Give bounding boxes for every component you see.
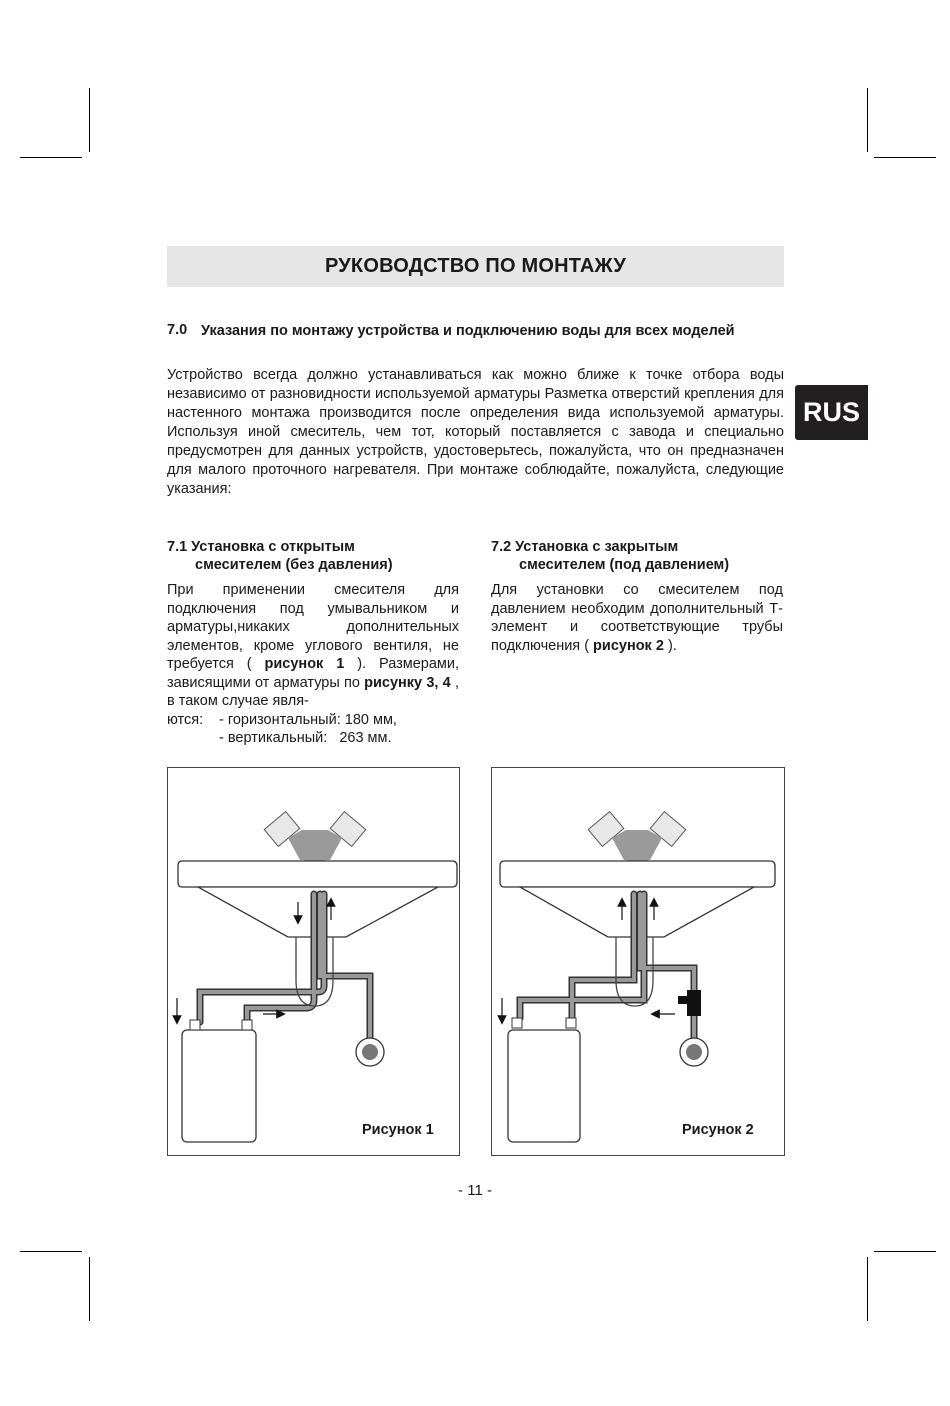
subsection-7-2-heading-line1: 7.2 Установка с закрытым	[491, 539, 679, 555]
crop-mark	[20, 157, 82, 158]
figure-2-caption: Рисунок 2	[682, 1122, 754, 1138]
page-title: РУКОВОДСТВО ПО МОНТАЖУ	[325, 255, 626, 277]
crop-mark	[20, 1251, 82, 1252]
sink-basin	[178, 861, 457, 887]
figure-2	[491, 767, 785, 1156]
crop-mark	[874, 1251, 936, 1252]
figure-reference: рисунок 1	[264, 656, 345, 672]
language-tab: RUS	[795, 385, 868, 440]
crop-mark	[89, 1257, 90, 1321]
page-title-bar	[167, 246, 784, 287]
text-part: При применении смесителя для подключения под умывальником и арматуры,никаких дополнительных элементов, кроме углового вентиля, не требуется (	[167, 582, 459, 672]
dimension-horizontal: - горизонтальный: 180 мм,	[219, 711, 397, 728]
crop-mark	[867, 1257, 868, 1321]
figure-reference: рисунок 2	[593, 637, 664, 654]
subsection-7-2-text	[491, 581, 783, 655]
subsection-7-1-heading-line2: смесителем (без давления)	[195, 557, 393, 573]
text-part: Для установки со смесителем под давлением необходим дополнительный Т-элемент и соответствующие трубы подключения (	[491, 582, 783, 654]
spacer	[167, 729, 219, 748]
subsection-7-2-heading	[491, 538, 791, 574]
section-number: 7.0	[167, 322, 188, 338]
figure-reference: рисунку 3, 4	[364, 674, 451, 691]
subsection-7-1-text	[167, 581, 459, 748]
section-title: Указания по монтажу устройства и подключению воды для всех моделей	[201, 323, 735, 339]
intro-paragraph: Устройство всегда должно устанавливаться как можно ближе к точке отбора воды независимо от разновидности используемой арматуры Разметка отверстий крепления для настенного монтажа производится после определения вида используемой арматуры. Используя иной смеситель, чем тот, который поставляется с завода и специально предусмотрен для данных устройств, удостоверьтесь, пожалуйста, что он предназначен для малого проточного нагревателя. При монтаже соблюдайте, пожалуйста, следующие указания:	[167, 367, 784, 497]
figure-1-diagram	[168, 768, 459, 1155]
dimension-row	[167, 729, 459, 748]
crop-mark	[874, 157, 936, 158]
subsection-7-1-heading	[167, 538, 467, 574]
crop-mark	[867, 88, 868, 152]
subsection-7-1-heading-line1: 7.1 Установка с открытым	[167, 539, 355, 555]
text-part: , в таком случае явля-	[167, 674, 459, 709]
page-number: - 11 -	[458, 1182, 492, 1199]
water-heater	[508, 1030, 580, 1142]
dimension-vertical: - вертикальный: 263 мм.	[219, 730, 392, 746]
crop-mark	[89, 88, 90, 152]
figure-2-diagram	[492, 768, 784, 1155]
figure-1-caption: Рисунок 1	[362, 1122, 434, 1138]
sink-basin	[500, 861, 775, 887]
water-heater	[182, 1030, 256, 1142]
dimension-label: ются:	[167, 711, 204, 728]
dimension-row	[167, 711, 459, 730]
subsection-7-2-heading-line2: смесителем (под давлением)	[519, 557, 730, 573]
text-part: ). Размерами, зависящими от арматуры по	[167, 656, 459, 691]
text-part: ).	[663, 637, 677, 654]
figure-1	[167, 767, 460, 1156]
